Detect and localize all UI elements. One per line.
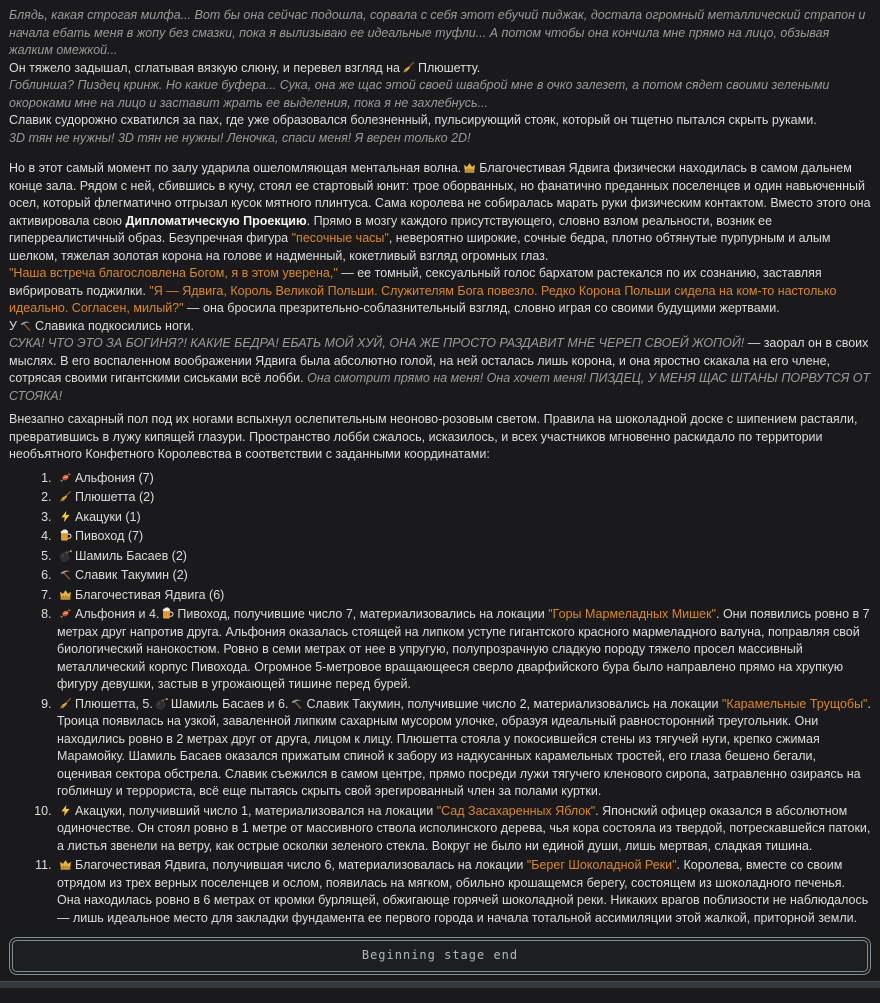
- text-run: — она бросила презрительно-соблазнительный взгляд, словно играя со своими будущими жертвами.: [183, 301, 780, 315]
- thought-text: Блядь, какая строгая милфа... Вот бы она сейчас подошла, сорвала с себя этот ебучий пиджак, достала огромный металлический страпон и начала ебать меня в жопу без смазки, пока я вылизываю ее идеальные туфли... А потом чтобы она кончила мне прямо на лицо, обзывая жалким омежкой...: [9, 8, 866, 57]
- text-run: Акацуки (1): [75, 509, 141, 524]
- text-run: У: [9, 318, 17, 333]
- text-run: . Японский офицер оказался в абсолютном одиночестве. Он стоял ровно в 1 метре от массивного ствола исполинского дерева, чья кора состояла из твердой, потрескавшейся патоки, а листья звенели на ветру, как острые осколки зеленого стекла. Вокруг не было ни единой души, лишь мертвая, сладкая тишина.: [57, 803, 871, 853]
- bomb-icon: [155, 697, 168, 710]
- text-run: . Троица появилась на узкой, заваленной липким сахарным мусором улочке, образуя идеальный равносторонний треугольник. Они находились ровно в 2 метрах друг от друга, лицом к лицу. Плюшетта стояла у покосившейся стены из тягучей нуги, крепко сжимая Марамойку. Шамиль Басаев оказался прижатым спиной к забору из надкусанных карамельных тростей, его глаза бешено бегали, оценивая сектора обстрела. Славик съежился в самом центре, прямо посреди лужи тягучего кленового сиропа, затравленно озираясь на гоблиншу и террориста, всё еще пытаясь скрыть свой эрегированный член за полами куртки.: [57, 696, 871, 798]
- thought-text: Гоблинша? Пиздец кринж. Но какие буфера... Сука, она же щас этой своей шваброй мне в очко залезет, а потом сядет своими зелеными окороками мне на лицо и заставит жрать ее выделения, пока я не захлебнусь...: [9, 78, 830, 110]
- candy-icon: [59, 471, 72, 484]
- text-run: , невероятно широкие, сочные бедра, плотно обтянутые пурпурным и алым шелком, тяжелая золотая корона на голове и надменный, кокетливый взгляд огромных глаз.: [9, 231, 831, 263]
- pickaxe-icon: [19, 319, 32, 332]
- text-run: . Королева, вместе со своим отрядом из трех верных поселенцев и ослом, появилась на мягком, обильно крошащемся берегу, состоящем из шоколадного печенья. Она находилась ровно в 6 метрах от кромки бурлящей, обжигающе горячей шоколадной реки. Никаких врагов поблизости не наблюдалось — лишь идеальное место для закладки фундамента ее первого города и начала тотальной ассимиляции этой жалкой, приторной земли.: [57, 858, 869, 925]
- text-run: Акацуки, получивший число 1, материализовался на локации: [75, 803, 437, 818]
- thought-paragraph: [9, 7, 871, 60]
- spawn-list-item: [55, 528, 871, 546]
- spawn-list-item: [55, 803, 871, 856]
- spawn-list-item: [55, 489, 871, 507]
- candy-icon: [59, 607, 72, 620]
- text-run: . Прямо в мозгу каждого присутствующего, словно взлом реальности, возник ее гиперреалистичный образ. Безупречная фигура: [9, 213, 773, 245]
- spawn-list-item: [55, 470, 871, 488]
- accent-text: "Горы Мармеладных Мишек": [548, 607, 716, 621]
- text-run: Благочестивая Ядвига физически находилась в самом дальнем конце зала. Рядом с ней, сбившись в кучу, стоял ее стартовый юнит: трое оборванных, но фанатично преданных поселенцев и один навьюченный осел, который флегматично отгрызал кусок мятного плинтуса. Сама королева не собиралась марать руки физическим контактом. Вместо этого она активировала свою: [9, 161, 871, 228]
- spawn-list-item: [55, 587, 871, 605]
- text-run: Он тяжело задышал, сглатывая вязкую слюну, и перевел взгляд на: [9, 60, 400, 75]
- text-run: Но в этот самый момент по залу ударила ошеломляющая ментальная волна.: [9, 161, 462, 175]
- text-run: Пивоход, получившие число 7, материализовались на локации: [177, 607, 549, 621]
- text-run: Альфония и 4.: [75, 607, 160, 621]
- pickaxe-icon: [290, 697, 303, 710]
- accent-text: "Сад Засахаренных Яблок": [436, 803, 596, 818]
- spawn-list-item: [55, 606, 871, 694]
- text-run: — заорал он в своих мыслях. В его воспаленном воображении Ядвига была абсолютно голой, на ней осталась лишь корона, и она яростно скакала на его члене, сотрясая своими гигантскими сиськами всё лобби.: [9, 336, 869, 385]
- text-run: Внезапно сахарный пол под их ногами вспыхнул ослепительным неоново-розовым светом. Правила на шоколадной доске с шипением растаяли, превратившись в лужу кипящей глазури. Пространство лобби сжалось, исказилось, и всех участников мгновенно раскидало по территории необъятного Конфетного Королевства в соответствии с заданными координатами:: [9, 412, 858, 461]
- bottom-divider: [0, 981, 880, 988]
- stage-banner-label: Beginning stage end: [361, 948, 519, 962]
- thought-paragraph: [9, 130, 871, 148]
- thought-paragraph: [9, 77, 871, 112]
- text-run: Альфония (7): [75, 470, 154, 485]
- thought-text: 3D тян не нужны! 3D тян не нужны! Леночка, спаси меня! Я верен только 2D!: [9, 130, 471, 145]
- thought-text: Она смотрит прямо на меня! Она хочет меня! ПИЗДЕЦ, У МЕНЯ ЩАС ШТАНЫ ПОРВУТСЯ ОТ СТОЯКА!: [9, 371, 871, 403]
- spawn-list-item: [55, 509, 871, 527]
- lightning-icon: [59, 804, 72, 817]
- story-paragraph: [9, 112, 871, 130]
- crown-icon: [463, 161, 476, 174]
- spawn-list-item: [55, 857, 871, 927]
- accent-text: "песочные часы": [291, 231, 389, 245]
- text-run: Шамиль Басаев (2): [75, 548, 187, 563]
- story-paragraph: [9, 335, 871, 405]
- pickaxe-icon: [59, 568, 72, 581]
- spawn-list-item: [55, 696, 871, 801]
- spawn-list: [9, 470, 871, 928]
- text-run: — ее томный, сексуальный голос бархатом растекался по их сознанию, заставляя вибрировать поджилки.: [9, 266, 822, 298]
- text-run: Плюшетта (2): [75, 490, 155, 504]
- crown-icon: [59, 588, 72, 601]
- text-run: Пивоход (7): [75, 529, 144, 543]
- bold-text: Дипломатическую Проекцию: [125, 213, 307, 228]
- broom-icon: [402, 61, 415, 74]
- text-run: Славик судорожно схватился за пах, где уже образовался болезненный, пульсирующий стояк, который он тщетно пытался скрыть руками.: [9, 113, 817, 127]
- story-paragraph: [9, 411, 871, 464]
- accent-text: "Наша встреча благословлена Богом, я в этом уверена,": [9, 266, 338, 280]
- spawn-list-item: [55, 548, 871, 566]
- lightning-icon: [59, 510, 72, 523]
- text-run: Плюшетта, 5.: [75, 696, 153, 711]
- broom-icon: [59, 697, 72, 710]
- story-paragraph: [9, 318, 871, 336]
- story-text: [9, 7, 871, 927]
- crown-icon: [59, 858, 72, 871]
- accent-text: "Берег Шоколадной Реки": [526, 858, 677, 872]
- text-run: Плюшетту.: [418, 60, 481, 75]
- story-paragraph: [9, 60, 871, 78]
- stage-banner: [9, 937, 871, 975]
- bomb-icon: [59, 549, 72, 562]
- text-run: Благочестивая Ядвига (6): [75, 587, 225, 602]
- beer-icon: [59, 529, 72, 542]
- spawn-list-item: [55, 567, 871, 585]
- text-run: . Они появились ровно в 7 метрах друг напротив друга. Альфония оказалась стоящей на липком уступе гигантского красного мармеладного валуна, поправляя свой биологический нанокостюм. Ровно в семи метрах от нее в упругую, полупрозрачную сладкую породу тяжело просел массивный металлический корпус Пивохода. Огромное 5-метровое вращающееся сверло дварфийского бура было направлено прямо на хрупкую фигуру девушки, застыв в угрожающей тишине перед бурей.: [57, 607, 870, 691]
- accent-text: "Я — Ядвига, Король Великой Польши. Служителям Бога повезло. Редко Корона Польши сидела на ком-то настолько идеально. Согласен, милый?": [9, 283, 837, 315]
- story-paragraph: [9, 265, 871, 318]
- thought-text: СУКА! ЧТО ЭТО ЗА БОГИНЯ?! КАКИЕ БЕДРА! ЕБАТЬ МОЙ ХУЙ, ОНА ЖЕ ПРОСТО РАЗДАВИТ МНЕ ЧЕРЕП СВОЕЙ ЖОПОЙ!: [9, 336, 745, 350]
- text-run: Шамиль Басаев и 6.: [170, 696, 289, 711]
- text-run: Славика подкосились ноги.: [34, 318, 194, 333]
- story-paragraph: [9, 160, 871, 265]
- text-run: Славик Такумин (2): [75, 568, 188, 582]
- text-run: Благочестивая Ядвига, получившая число 6, материализовалась на локации: [75, 858, 527, 872]
- text-run: Славик Такумин, получившие число 2, материализовались на локации: [306, 696, 722, 711]
- beer-icon: [161, 607, 174, 620]
- accent-text: "Карамельные Трущобы": [722, 696, 868, 711]
- broom-icon: [59, 490, 72, 503]
